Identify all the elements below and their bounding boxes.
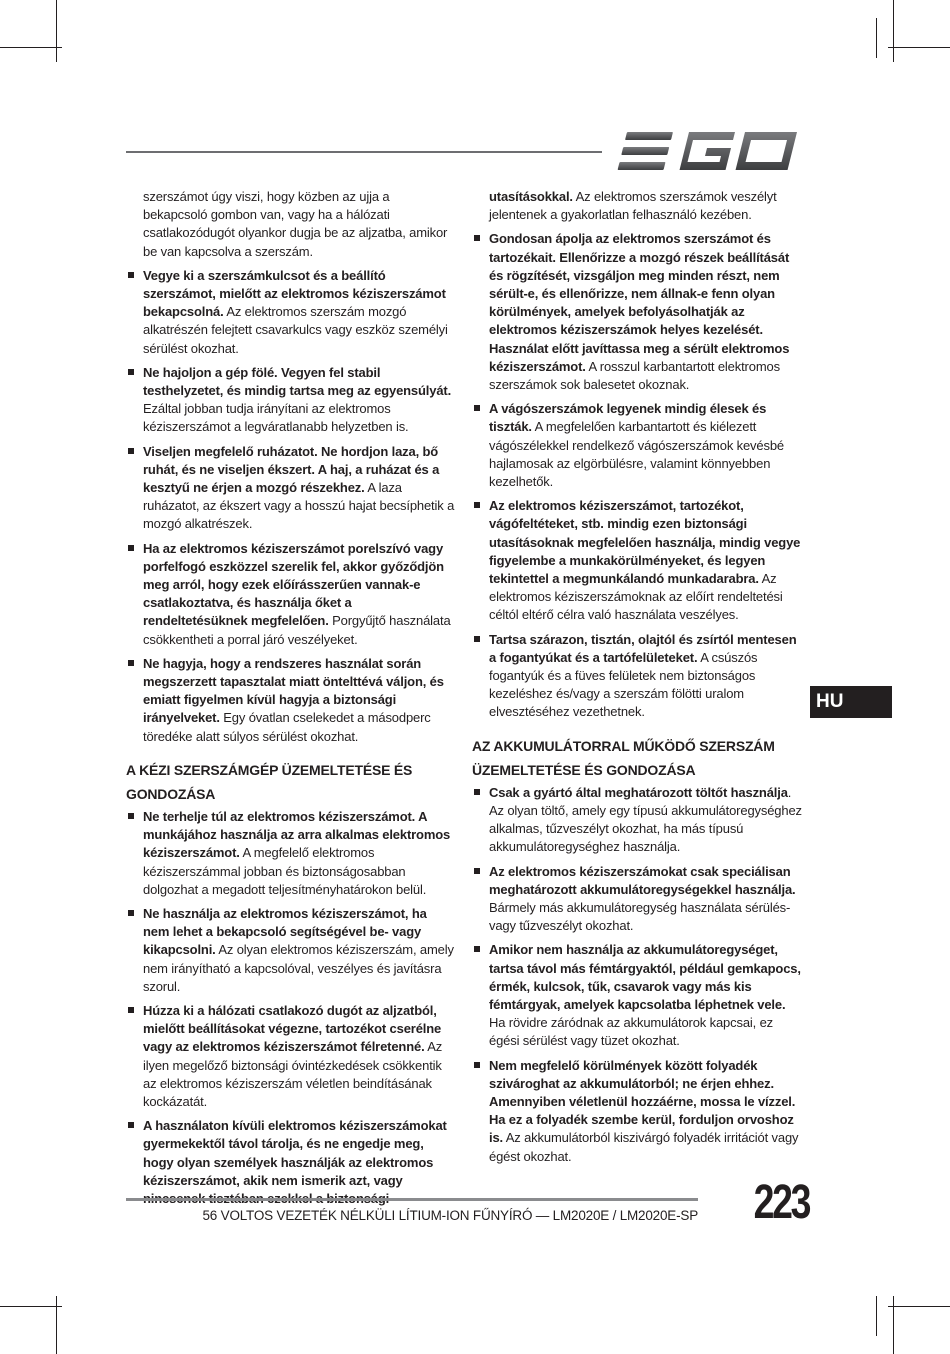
list-item xyxy=(126,808,456,899)
item-text: A megfelelően karbantartott és kiélezett vágószélekkel rendelkező vágószerszámok kevésbé hajlamosak az elgörbülésre, valamint könnyebben kezelhetők. xyxy=(489,419,784,490)
item-bold: Ha az elektromos kéziszerszámot porelszívó vagy porfelfogó eszközzel szerelik fel, akkor győződjön meg arról, hogy ezek előírásszerűen vannak-e csatlakoztatva, és használja őket a rendeltetésüknek megfelelően. xyxy=(143,540,444,629)
item-bold: Csak a gyártó által meghatározott töltőt használja xyxy=(489,784,788,800)
list-item xyxy=(472,497,802,624)
bullet-icon xyxy=(128,1007,134,1013)
bullet-icon xyxy=(474,868,480,874)
footer-product-title: 56 VOLTOS VEZETÉK NÉLKÜLI LÍTIUM-ION FŰNYÍRÓ — LM2020E / LM2020E-SP xyxy=(202,1208,698,1223)
item-text: Az elektromos szerszám mozgó alkatrészén felejtett csavarkulcs vagy eszköz személyi sérülést okozhat. xyxy=(143,304,448,356)
item-bold: Ne terhelje túl az elektromos kéziszerszámot. A munkájához használja az arra alkalmas elektromos kéziszerszámot. xyxy=(143,808,451,861)
left-intro-text: szerszámot úgy viszi, hogy közben az ujja a bekapcsoló gombon van, vagy ha a hálózati csatlakozódugót olyankor dugja be az aljzatba, amikor be van kapcsolva a szerszám. xyxy=(143,189,448,259)
crop-mark xyxy=(56,0,57,62)
list-item xyxy=(126,267,456,358)
item-text: A csúszós fogantyúk és a füves felületek nem biztonságos kezeléshez és/vagy a szerszám fölötti uralom elvesztéséhez vezethetnek. xyxy=(489,649,758,720)
item-bold: Gondosan ápolja az elektromos szerszámot és tartozékait. Ellenőrizze a mozgó részek beállítását és rögzítését, vizsgáljon meg minden részt, nem sérült-e, és ellenőrizze, nem állnak-e fenn olyan körülmények, amelyek befolyásolhatják az elektromos kéziszerszámok helyes kezelését. Használat előtt javíttassa meg a sérült elektromos kéziszerszámot. xyxy=(489,231,790,374)
bullet-icon xyxy=(128,448,134,454)
right-intro xyxy=(472,188,802,224)
bullet-icon xyxy=(474,235,480,241)
crop-mark xyxy=(888,1306,950,1307)
item-text: Ha rövidre záródnak az akkumulátorok kapcsai, ez égési sérülést vagy tüzet okozhat. xyxy=(489,1015,773,1049)
item-bold: Az elektromos kéziszerszámot, tartozékot, vágófeltéteket, stb. mindig ezen biztonsági utasításoknak megfelelően használja, mindig vegye figyelembe a munkakörülményeket, és legyen tekintettel a megmunkálandó munkadarabra. xyxy=(489,498,801,587)
bullet-icon xyxy=(128,910,134,916)
section-heading: AZ AKKUMULÁTORRAL MŰKÖDŐ SZERSZÁM ÜZEMELTETÉSE ÉS GONDOZÁSA xyxy=(472,737,775,778)
bullet-icon xyxy=(128,545,134,551)
bullet-icon xyxy=(474,946,480,952)
crop-mark xyxy=(876,1296,877,1336)
crop-mark xyxy=(876,18,877,58)
bullet-icon xyxy=(474,636,480,642)
footer-rule xyxy=(126,1198,698,1201)
item-bold: A használaton kívüli elektromos kéziszerszámokat gyermekektől távol tárolja, és ne engedje meg, hogy olyan személyek használják az elektromos kéziszerszámot, akik nem ismerik azt, vagy xyxy=(143,1118,447,1188)
item-text: Az ilyen megelőző biztonsági óvintézkedések csökkentik az elektromos kéziszerszám véletlen beindításának kockázatát. xyxy=(143,1039,443,1109)
list-item xyxy=(126,1002,456,1111)
item-text: A rosszul karbantartott elektromos szerszámok sok balesetet okoznak. xyxy=(489,358,780,393)
language-tab: HU xyxy=(810,686,892,718)
item-bold: Viseljen megfelelő ruházatot. Ne hordjon laza, bő ruhát, és ne viseljen ékszert. A haj, a ruházat és a kesztyű ne érjen a mozgó részekhez. xyxy=(143,443,440,496)
list-item xyxy=(472,400,802,491)
bullet-icon xyxy=(128,369,134,375)
bullet-icon xyxy=(128,813,134,819)
crop-mark xyxy=(56,1296,57,1354)
item-text: A laza ruházatot, az ékszert vagy a hosszú hajat becsíphetik a mozgó alkatrészek. xyxy=(143,480,455,532)
item-bold: Tartsa szárazon, tisztán, olajtól és zsírtól mentesen a fogantyúkat és a tartófelületeket. xyxy=(489,631,797,665)
item-text: Az olyan elektromos kéziszerszám, amely nem irányítható a kapcsolóval, veszélyes és javításra szorul. xyxy=(143,942,454,994)
item-text: Az akkumulátorból kiszivárgó folyadék irritációt vagy égést okozhat. xyxy=(489,1130,799,1164)
list-item xyxy=(472,863,802,936)
crop-mark xyxy=(893,0,894,62)
right-column xyxy=(472,188,802,1172)
list-item xyxy=(472,230,802,394)
list-item xyxy=(126,1117,456,1208)
item-bold: A vágószerszámok legyenek mindig élesek és tiszták. xyxy=(489,401,767,435)
list-item xyxy=(472,631,802,722)
item-text: . Az olyan töltő, amely egy típusú akkumulátoregységhez alkalmas, tűzveszélyt okozhat, ha más típusú akkumulátoregységhez használja. xyxy=(489,784,802,855)
list-item xyxy=(472,1057,802,1166)
bullet-icon xyxy=(474,1062,480,1068)
item-bold: Vegye ki a szerszámkulcsot és a beállító szerszámot, mielőtt az elektromos kéziszerszámot bekapcsolná. xyxy=(143,267,446,320)
item-text: A megfelelő elektromos kéziszerszámmal jobban és biztonságosabban dolgozhat a megadott teljesítményhatárokon belül. xyxy=(143,845,427,897)
intro-bold: utasításokkal. xyxy=(489,189,573,204)
item-bold: Húzza ki a hálózati csatlakozó dugót az aljzatból, mielőtt beállításokat végezne, tartozékot cserélne vagy az elektromos kéziszerszámot félretenné. xyxy=(143,1002,442,1055)
list-item xyxy=(126,905,456,996)
crop-mark xyxy=(888,47,950,48)
list-item xyxy=(126,655,456,746)
bullet-icon xyxy=(128,272,134,278)
item-text: Porgyűjtő használata csökkentheti a porral járó veszélyeket. xyxy=(143,613,451,647)
item-bold: Ne hajoljon a gép fölé. Vegyen fel stabil testhelyzetet, és mindig tartsa meg az egyensúlyát. xyxy=(143,364,452,399)
crop-mark xyxy=(893,1296,894,1354)
header-rule xyxy=(126,151,602,153)
bullet-icon xyxy=(128,1122,134,1128)
bullet-icon xyxy=(474,502,480,508)
bullet-icon xyxy=(474,789,480,795)
item-text: Az elektromos kéziszerszámoknak az előírt rendeltetési céltól eltérő célra való használata veszélyes. xyxy=(489,571,783,623)
list-item xyxy=(472,784,802,857)
item-bold: Ne használja az elektromos kéziszerszámot, ha nem lehet a bekapcsoló segítségével be- vagy kikapcsolni. xyxy=(143,905,427,958)
item-text: Ezáltal jobban tudja irányítani az elektromos kéziszerszámot a legváratlanabb helyzetben is. xyxy=(143,401,409,435)
list-item xyxy=(126,364,456,437)
left-column xyxy=(126,188,456,1214)
list-item xyxy=(472,941,802,1050)
crop-mark xyxy=(0,47,62,48)
item-bold: Az elektromos kéziszerszámokat csak speciálisan meghatározott akkumulátoregységekkel használja. xyxy=(489,863,796,897)
item-bold: Amikor nem használja az akkumulátoregységet, tartsa távol más fémtárgyaktól, például gemkapocs, érmék, kulcsok, tűk, csavarok vagy más kis fémtárgyak, amelyek kapcsolatba léphetnek vele. xyxy=(489,942,801,1012)
intro-text: Az elektromos szerszámok veszélyt jelentenek a gyakorlatlan felhasználó kezében. xyxy=(489,189,777,223)
item-text: Egy óvatlan cselekedet a másodperc töredéke alatt súlyos sérülést okozhat. xyxy=(143,710,431,744)
list-item xyxy=(126,540,456,649)
item-bold: Ne hagyja, hogy a rendszeres használat során megszerzett tapasztalat miatt öntelttévá váljon, és emiatt figyelmen kívül hagyja a biztonsági irányelveket. xyxy=(143,655,444,726)
page-number: 223 xyxy=(753,1176,810,1229)
bullet-icon xyxy=(474,405,480,411)
item-bold: Nem megfelelő körülmények között folyadék szivároghat az akkumulátorból; ne érjen ehhez. Amennyiben véletlenül hozzáérne, mossa le vízzel. Ha ez a folyadék szembe kerül, forduljon orvoshoz is. xyxy=(489,1057,796,1146)
crop-mark xyxy=(0,1306,62,1307)
item-text: Bármely más akkumulátoregység használata sérülés- vagy tűzveszélyt okozhat. xyxy=(489,899,791,934)
ego-logo xyxy=(616,128,802,174)
list-item xyxy=(126,443,456,534)
section-heading: A KÉZI SZERSZÁMGÉP ÜZEMELTETÉSE ÉS GONDOZÁSA xyxy=(126,761,413,802)
bullet-icon xyxy=(128,660,134,666)
